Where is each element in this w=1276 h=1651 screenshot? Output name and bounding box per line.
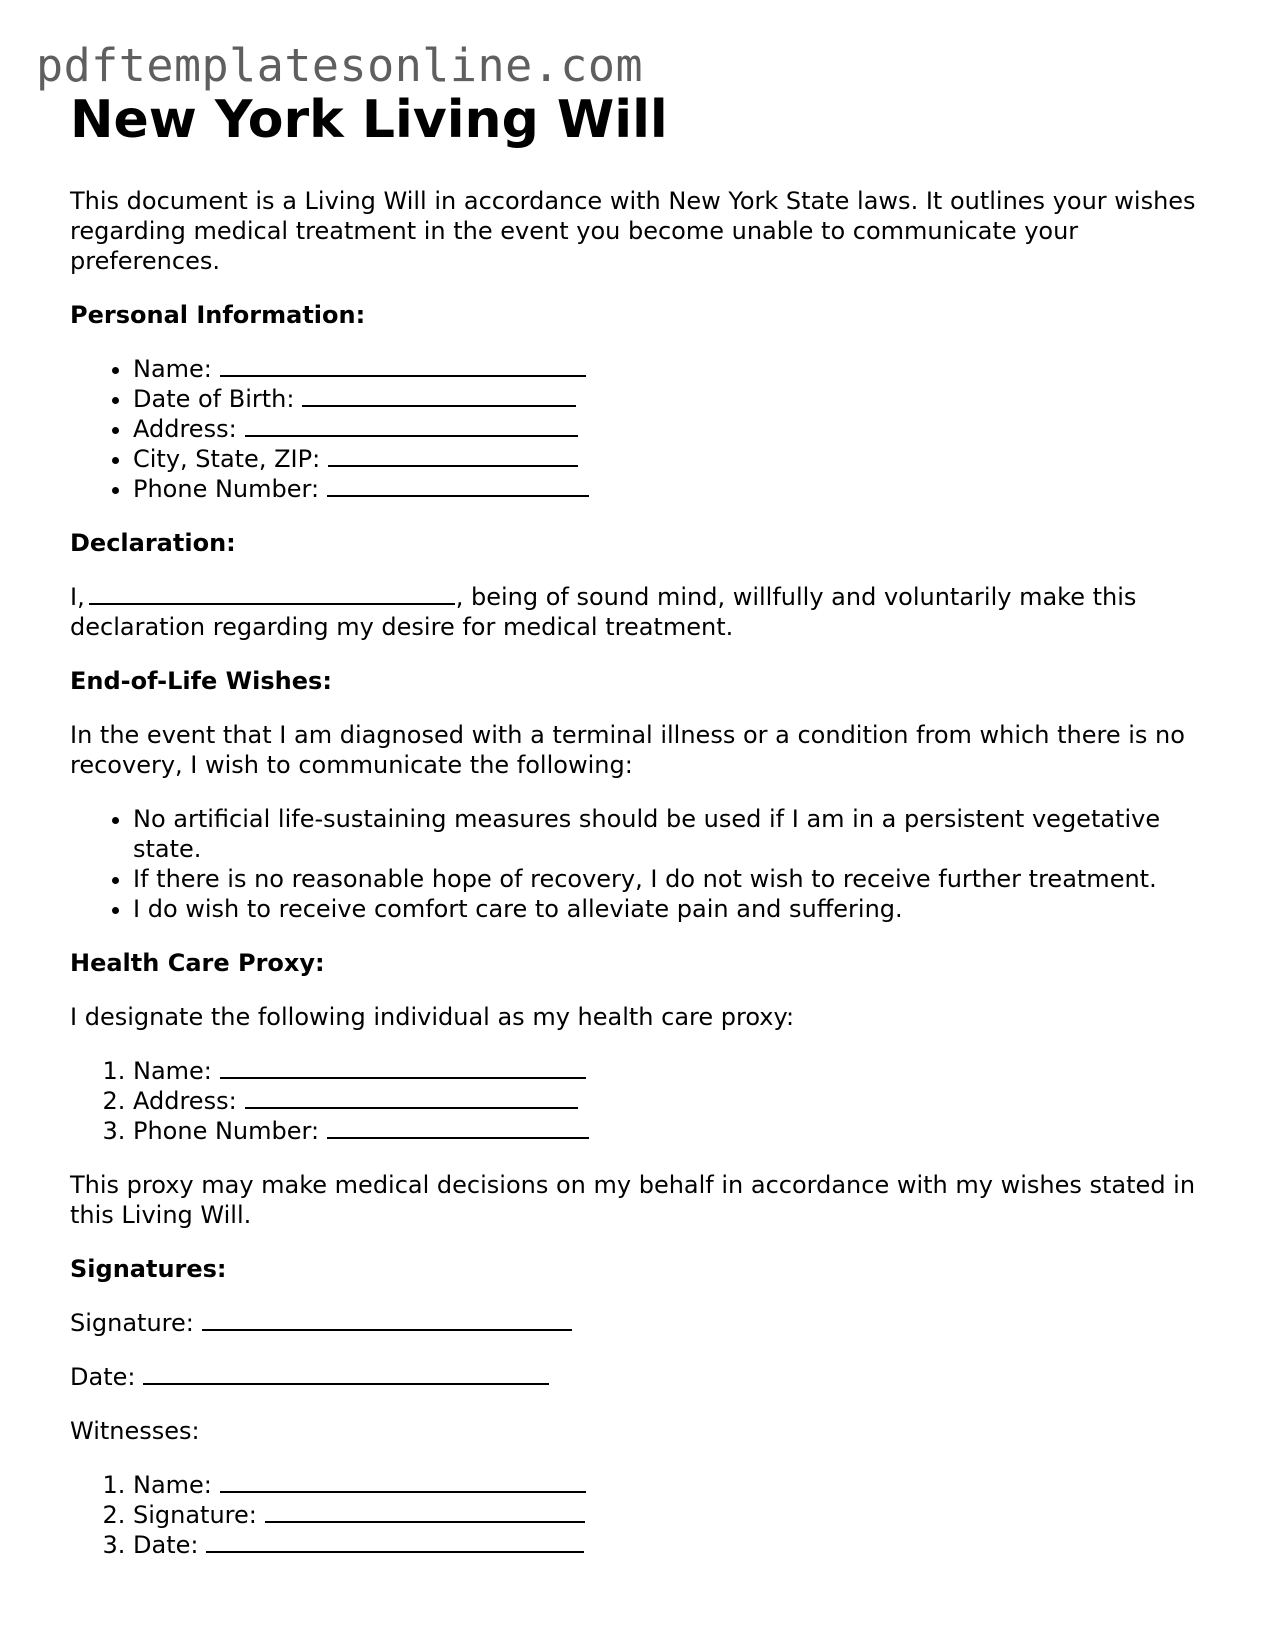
personal-dob-blank[interactable] xyxy=(302,384,576,407)
date-blank[interactable] xyxy=(143,1362,549,1385)
proxy-note: This proxy may make medical decisions on my behalf in accordance with my wishes stated in this Living Will. xyxy=(70,1171,1196,1229)
personal-phone-blank[interactable] xyxy=(327,474,589,497)
personal-phone-label: Phone Number: xyxy=(133,475,320,503)
personal-info-list xyxy=(70,354,1230,504)
witness-signature-blank[interactable] xyxy=(265,1500,585,1523)
personal-city-blank[interactable] xyxy=(328,444,578,467)
personal-name-label: Name: xyxy=(133,355,212,383)
signature-blank[interactable] xyxy=(202,1308,572,1331)
personal-city-label: City, State, ZIP: xyxy=(133,445,321,473)
witnesses-label: Witnesses: xyxy=(70,1417,200,1445)
witness-date-label: Date: xyxy=(133,1531,199,1559)
personal-city-item xyxy=(133,444,1230,474)
wishes-intro: In the event that I am diagnosed with a terminal illness or a condition from which there is no recovery, I wish to communicate the following: xyxy=(70,721,1185,779)
personal-info-heading: Personal Information: xyxy=(70,301,366,329)
intro-paragraph: This document is a Living Will in accordance with New York State laws. It outlines your wishes regarding medical treatment in the event you become unable to communicate your preferences. xyxy=(70,187,1196,275)
proxy-phone-blank[interactable] xyxy=(327,1116,589,1139)
witness-date-item xyxy=(133,1530,1230,1560)
proxy-phone-label: Phone Number: xyxy=(133,1117,320,1145)
declaration-suffix: , being of sound mind, willfully and voluntarily make this declaration regarding my desire for medical treatment. xyxy=(70,583,1137,641)
declaration-paragraph xyxy=(70,582,1230,642)
site-watermark: pdftemplatesonline.com xyxy=(36,39,644,92)
personal-name-blank[interactable] xyxy=(220,354,586,377)
declaration-heading: Declaration: xyxy=(70,529,236,557)
personal-address-blank[interactable] xyxy=(245,414,578,437)
proxy-name-item xyxy=(133,1056,1230,1086)
signature-label: Signature: xyxy=(70,1309,194,1337)
date-line xyxy=(70,1362,1230,1392)
proxy-address-item xyxy=(133,1086,1230,1116)
wish-item: • If there is no reasonable hope of recovery, I do not wish to receive further treatment. xyxy=(133,864,1230,894)
personal-phone-item xyxy=(133,474,1230,504)
personal-address-label: Address: xyxy=(133,415,237,443)
signature-line xyxy=(70,1308,1230,1338)
witness-signature-label: Signature: xyxy=(133,1501,257,1529)
wish-item: • I do wish to receive comfort care to alleviate pain and suffering. xyxy=(133,894,1230,924)
personal-address-item xyxy=(133,414,1230,444)
proxy-fields-list xyxy=(70,1056,1230,1146)
wish-item: • No artificial life-sustaining measures should be used if I am in a persistent vegetative state. xyxy=(133,804,1230,864)
witness-date-blank[interactable] xyxy=(206,1530,584,1553)
signatures-heading: Signatures: xyxy=(70,1255,227,1283)
proxy-phone-item xyxy=(133,1116,1230,1146)
personal-dob-item xyxy=(133,384,1230,414)
proxy-address-blank[interactable] xyxy=(245,1086,578,1109)
personal-dob-label: Date of Birth: xyxy=(133,385,295,413)
wishes-heading: End-of-Life Wishes: xyxy=(70,667,332,695)
proxy-address-label: Address: xyxy=(133,1087,237,1115)
declaration-prefix: I, xyxy=(70,583,85,611)
wishes-list xyxy=(70,804,1230,924)
document-body xyxy=(70,84,1230,1584)
proxy-name-blank[interactable] xyxy=(220,1056,586,1079)
date-label: Date: xyxy=(70,1363,136,1391)
document-title: New York Living Will xyxy=(70,90,668,150)
personal-name-item xyxy=(133,354,1230,384)
witness-name-label: Name: xyxy=(133,1471,212,1499)
witness-name-blank[interactable] xyxy=(220,1470,586,1493)
proxy-heading: Health Care Proxy: xyxy=(70,949,325,977)
proxy-name-label: Name: xyxy=(133,1057,212,1085)
witness-name-item xyxy=(133,1470,1230,1500)
proxy-intro: I designate the following individual as my health care proxy: xyxy=(70,1003,795,1031)
declarant-name-blank[interactable] xyxy=(89,582,455,605)
witness-signature-item xyxy=(133,1500,1230,1530)
witness-fields-list xyxy=(70,1470,1230,1560)
